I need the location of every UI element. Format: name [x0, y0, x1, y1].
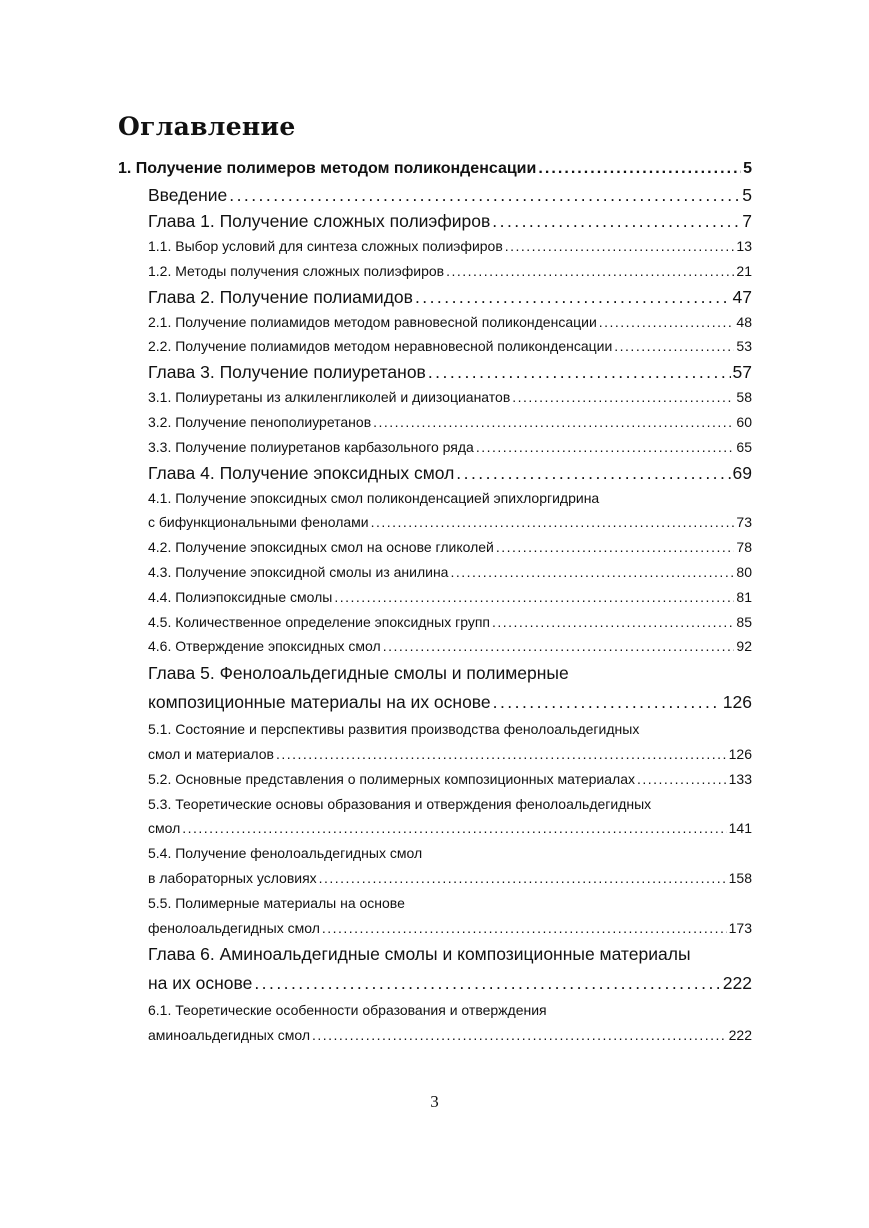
toc-entry-text: 4.3. Получение эпоксидной смолы из анилина: [148, 563, 449, 580]
toc-entry-page: 65: [736, 438, 752, 455]
toc-entry-text: Введение: [148, 185, 228, 205]
toc-leader-dots: [334, 585, 734, 610]
toc-entry-text: смол и материалов: [148, 745, 274, 762]
toc-section-1-2: [118, 259, 752, 284]
toc-entry-text: Глава 1. Получение сложных полиэфиров: [148, 211, 491, 231]
toc-section-5-4: [118, 866, 752, 891]
toc-section-5-3-line1: [118, 792, 752, 817]
toc-chapter-1: [118, 208, 752, 234]
toc-entry-text: 5.3. Теоретические основы образования и отверждения фенолоальдегидных: [148, 795, 652, 812]
toc-entry-page: 78: [736, 539, 752, 556]
toc-entry-page: 173: [728, 919, 752, 936]
toc-entry-page: 7: [742, 211, 752, 231]
toc-section-4-4: [118, 585, 752, 610]
toc-entry-text: Глава 3. Получение полиуретанов: [148, 362, 426, 383]
toc-entry-text: композиционные материалы на их основе: [148, 692, 491, 713]
toc-section-3-1: [118, 385, 752, 410]
toc-section-5-4-line1: [118, 841, 752, 866]
toc-entry-text: 2.1. Получение полиамидов методом равновесной поликонденсации: [148, 313, 597, 330]
toc-entry-text: 4.4. Полиэпоксидные смолы: [148, 588, 333, 605]
toc-leader-dots: [492, 208, 740, 234]
page-title: Оглавление: [118, 112, 296, 141]
toc-entry-page: 5: [742, 185, 752, 205]
toc-entry-text: Глава 5. Фенолоальдегидные смолы и полимерные: [148, 663, 569, 684]
toc-section-1-1: [118, 234, 752, 259]
toc-leader-dots: [371, 510, 735, 535]
toc-entry-page: 85: [736, 613, 752, 630]
toc-leader-dots: [450, 560, 734, 585]
toc-section-6-1: [118, 1023, 752, 1048]
toc-leader-dots: [319, 866, 727, 891]
toc-entry-text: фенолоальдегидных смол: [148, 919, 320, 936]
toc-section-4-5: [118, 610, 752, 635]
toc-chapter-5-line1: [118, 659, 752, 688]
toc-chapter-4: [118, 460, 752, 486]
toc-entry-text: 2.2. Получение полиамидов методом неравновесной поликонденсации: [148, 338, 613, 355]
toc-leader-dots: [496, 535, 735, 560]
toc-chapter-6: [118, 969, 752, 998]
toc-leader-dots: [428, 359, 731, 385]
toc-leader-dots: [322, 916, 727, 941]
toc-entry-page: 47: [732, 286, 752, 307]
toc-leader-dots: [415, 284, 731, 310]
toc-entry-text: 1.2. Методы получения сложных полиэфиров: [148, 262, 445, 279]
toc-leader-dots: [312, 1023, 727, 1048]
toc-entry-text: с бифункциональными фенолами: [148, 514, 369, 531]
toc-entry-text: аминоальдегидных смол: [148, 1027, 311, 1044]
toc-section-4-1: [118, 510, 752, 535]
toc-entry-text: смол: [148, 820, 181, 837]
toc-entry-page: 80: [736, 563, 752, 580]
toc-leader-dots: [276, 742, 727, 767]
toc-section-3-2: [118, 410, 752, 435]
toc-entry-page: 222: [722, 973, 752, 994]
toc-entry-page: 158: [728, 869, 752, 886]
toc-entry-page: 126: [728, 745, 752, 762]
toc-entry-text: 5.5. Полимерные материалы на основе: [148, 894, 405, 911]
toc-entry-text: 4.1. Получение эпоксидных смол поликонденсацией эпихлоргидрина: [148, 489, 600, 506]
toc-entry-text: Глава 6. Аминоальдегидные смолы и композиционные материалы: [148, 944, 691, 965]
page-number: 3: [430, 1092, 439, 1111]
toc-entry-text: Глава 4. Получение эпоксидных смол: [148, 462, 455, 483]
toc-leader-dots: [476, 435, 735, 460]
toc-entry-text: 3.1. Полиуретаны из алкиленгликолей и диизоцианатов: [148, 389, 511, 406]
toc-entry-text: 4.5. Количественное определение эпоксидных групп: [148, 613, 491, 630]
toc-leader-dots: [614, 334, 734, 359]
toc-section-5-3: [118, 816, 752, 841]
toc-entry-page: 48: [736, 313, 752, 330]
toc-leader-dots: [512, 385, 734, 410]
toc-section-4-2: [118, 535, 752, 560]
toc-entry-text: 6.1. Теоретические особенности образования и отверждения: [148, 1002, 547, 1019]
toc-section-5-2: [118, 767, 752, 792]
toc-section-3-3: [118, 435, 752, 460]
toc-leader-dots: [492, 610, 734, 635]
toc-leader-dots: [493, 688, 721, 717]
toc-entry-text: 4.6. Отверждение эпоксидных смол: [148, 638, 381, 655]
toc-section-5-1-line1: [118, 717, 752, 742]
toc-entry-page: 73: [736, 514, 752, 531]
toc-entry-page: 69: [732, 462, 752, 483]
toc-chapter-5: [118, 688, 752, 717]
toc-chapter-6-line1: [118, 940, 752, 969]
toc-entry-page: 126: [722, 692, 752, 713]
toc-section-2-1: [118, 310, 752, 335]
toc-part-1: [118, 156, 752, 182]
toc-entry-text: 5.2. Основные представления о полимерных композиционных материалах: [148, 770, 635, 787]
toc-entry-page: 21: [736, 262, 752, 279]
toc-entry-page: 58: [736, 389, 752, 406]
toc-entry-page: 133: [728, 770, 752, 787]
toc-section-2-2: [118, 334, 752, 359]
toc-section-5-5: [118, 916, 752, 941]
toc-section-5-1: [118, 742, 752, 767]
toc-section-4-6: [118, 634, 752, 659]
toc-entry-page: 92: [736, 638, 752, 655]
toc-leader-dots: [254, 969, 720, 998]
toc-entry-page: 5: [743, 160, 752, 177]
toc-entry-text: 1.1. Выбор условий для синтеза сложных полиэфиров: [148, 238, 503, 254]
toc-entry-page: 81: [736, 588, 752, 605]
toc-leader-dots: [637, 767, 727, 792]
toc-leader-dots: [182, 816, 726, 841]
toc-leader-dots: [383, 634, 735, 659]
toc-entry-text: на их основе: [148, 973, 253, 994]
toc-entry-page: 141: [728, 820, 752, 837]
toc-leader-dots: [373, 410, 734, 435]
toc-section-5-5-line1: [118, 891, 752, 916]
toc-leader-dots: [229, 182, 740, 208]
toc-entry-text: Глава 2. Получение полиамидов: [148, 286, 413, 307]
toc-entry-text: 5.4. Получение фенолоальдегидных смол: [148, 845, 423, 862]
toc-leader-dots: [446, 259, 734, 284]
toc-introduction: [118, 182, 752, 208]
toc-section-4-3: [118, 560, 752, 585]
toc-leader-dots: [456, 460, 730, 486]
toc-entry-page: 53: [736, 338, 752, 355]
toc-leader-dots: [599, 310, 735, 335]
toc-section-6-1-line1: [118, 998, 752, 1023]
toc-entry-text: 3.3. Получение полиуретанов карбазольного ряда: [148, 438, 474, 455]
toc-leader-dots: [505, 234, 735, 259]
toc-entry-page: 57: [732, 362, 752, 383]
toc-entry-page: 13: [736, 238, 752, 254]
toc-chapter-2: [118, 284, 752, 310]
toc-chapter-3: [118, 359, 752, 385]
toc-entry-text: 5.1. Состояние и перспективы развития производства фенолоальдегидных: [148, 721, 640, 738]
toc-entry-text: 4.2. Получение эпоксидных смол на основе гликолей: [148, 539, 494, 556]
toc-entry-page: 60: [736, 413, 752, 430]
toc-entry-text: 3.2. Получение пенополиуретанов: [148, 413, 372, 430]
toc-entry-text: 1. Получение полимеров методом поликонденсации: [118, 160, 537, 177]
table-of-contents: [118, 156, 752, 1048]
toc-entry-page: 222: [728, 1027, 752, 1044]
toc-leader-dots: [538, 156, 741, 182]
toc-section-4-1-line1: [118, 486, 752, 511]
toc-entry-text: в лабораторных условиях: [148, 869, 317, 886]
